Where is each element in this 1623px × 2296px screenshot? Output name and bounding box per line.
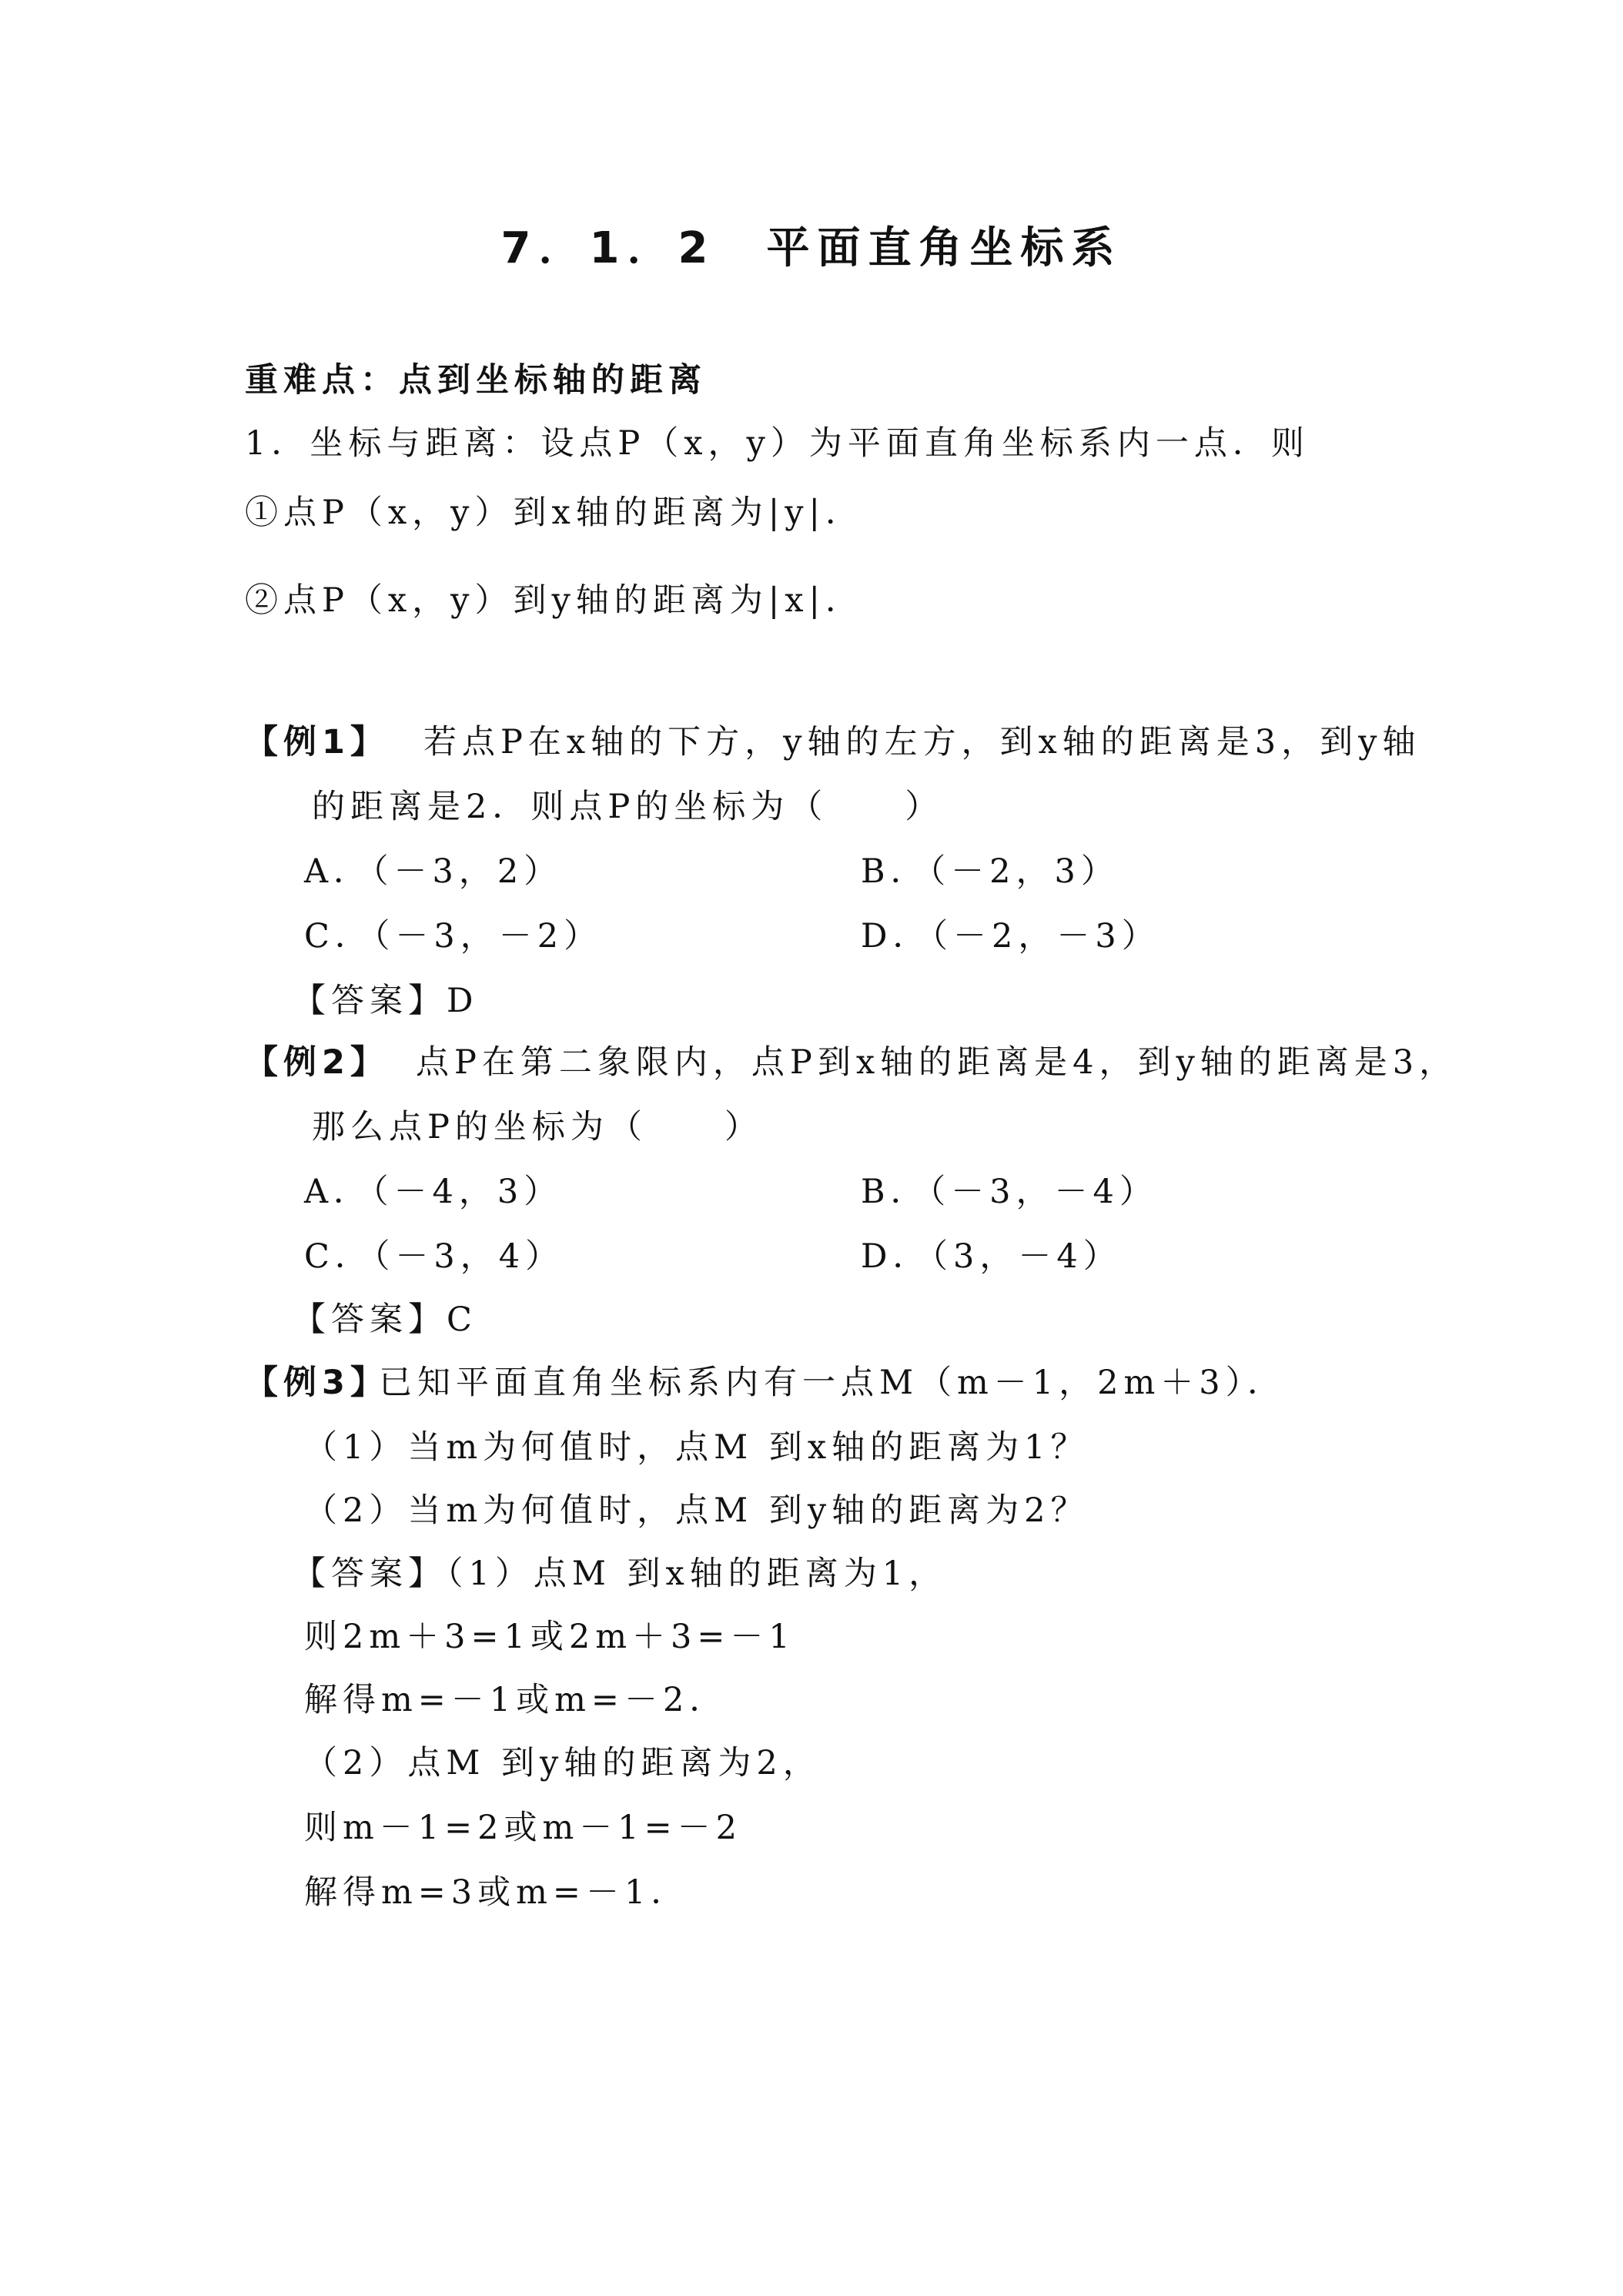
example-2-option-a: A．（－4，3） <box>304 1173 563 1211</box>
example-2-option-d: D．（3，－4） <box>861 1237 1122 1276</box>
example-2-option-c: C．（－3，4） <box>304 1237 564 1276</box>
example-2-option-b: B．（－3，－4） <box>861 1173 1158 1211</box>
key-point-line-1: 1．坐标与距离：设点P（x，y）为平面直角坐标系内一点．则 <box>245 424 1310 463</box>
example-1-option-d: D．（－2，－3） <box>861 917 1160 956</box>
page-title: 7．1．2 平面直角坐标系 <box>500 223 1123 273</box>
example-3-question-1: （1）当m为何值时，点M 到x轴的距离为1？ <box>304 1428 1089 1467</box>
example-3-answer-line-2: 则2m＋3=1或2m＋3=－1 <box>304 1618 795 1656</box>
example-1-option-b: B．（－2，3） <box>861 852 1119 891</box>
example-3-answer-line-5: 则m－1=2或m－1=－2 <box>304 1809 743 1847</box>
example-3-answer-line-1: 【答案】（1）点M 到x轴的距离为1， <box>293 1555 948 1593</box>
example-3-answer-line-3: 解得m=－1或m=－2． <box>304 1681 728 1719</box>
example-1-answer: 【答案】D <box>293 982 479 1020</box>
example-1-option-c: C．（－3，－2） <box>304 917 603 956</box>
key-point-line-2: ①点P（x，y）到x轴的距离为|y|． <box>245 494 864 532</box>
example-2-answer: 【答案】C <box>293 1300 477 1339</box>
example-3-stem: 已知平面直角坐标系内有一点M（m－1，2m＋3）． <box>379 1364 1287 1402</box>
example-3-question-2: （2）当m为何值时，点M 到y轴的距离为2？ <box>304 1491 1089 1530</box>
example-2-label: 【例2】 <box>245 1043 389 1082</box>
key-point-line-3: ②点P（x，y）到y轴的距离为|x|． <box>245 581 864 620</box>
example-3-answer-line-6: 解得m=3或m=－1． <box>304 1873 690 1912</box>
example-3-label: 【例3】 <box>245 1364 389 1402</box>
example-2-stem-line-1: 点P在第二象限内，点P到x轴的距离是4，到y轴的距离是3， <box>416 1043 1458 1082</box>
example-1-stem-line-2: 的距离是2．则点P的坐标为（ ） <box>312 788 944 826</box>
key-point-heading: 重难点：点到坐标轴的距离 <box>245 361 707 400</box>
example-2-stem-line-2: 那么点P的坐标为（ ） <box>312 1108 763 1146</box>
example-1-stem-line-1: 若点P在x轴的下方，y轴的左方，到x轴的距离是3，到y轴 <box>423 723 1421 761</box>
example-3-answer-line-4: （2）点M 到y轴的距离为2， <box>304 1744 822 1782</box>
example-1-label: 【例1】 <box>245 723 389 761</box>
example-1-option-a: A．（－3，2） <box>304 852 563 891</box>
